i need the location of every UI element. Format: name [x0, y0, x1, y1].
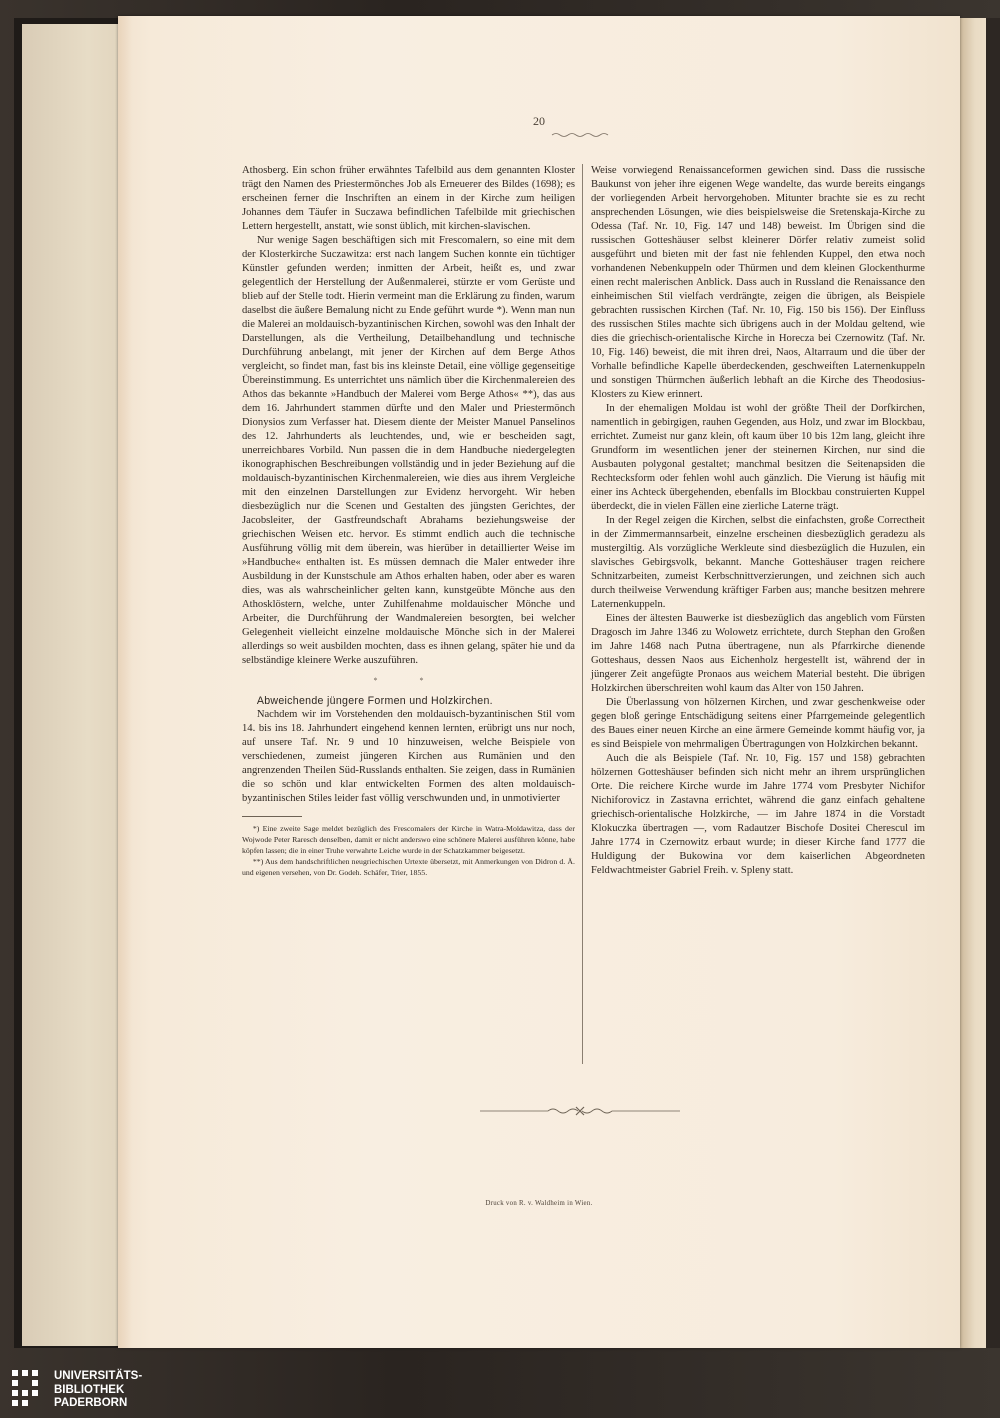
footnote-rule: [242, 816, 302, 817]
paragraph: In der ehemaligen Moldau ist wohl der größte Theil der Dorfkirchen, namentlich in gebirgigen, rauhen Gegenden, aus Holz, und zwar im Blockbau, errichtet. Zumeist nur ganz klein, oft kaum über 10 bis 12m lang, gleicht ihre Grundform im wesentlichen jener der steinernen Kirchen, nur sind die Ausbauten polygonal gestaltet; manchmal besitzen die Seitenapsiden die Rechtecksform oder fehlen wohl auch gänzlich. Die Vierung ist häufig mit einer ins Achteck übergehenden, ebenfalls im Blockbau construierten Kuppel überdeckt, die in vielen Fällen eine zierliche Laterne trägt.: [591, 403, 925, 512]
end-ornament: [480, 1106, 680, 1116]
page-number-ornament: [550, 132, 610, 138]
paragraph: Athosberg. Ein schon früher erwähntes Tafelbild aus dem genannten Kloster trägt den Namen des Priestermönches Job als Erneuerer des Bildes (1698); es erscheinen ferner die Inschriften an einem in der Kirche zum heiligen Johannes dem Täufer in Suczawa befindlichen Tafelbilde mit griechischen Lettern hergestellt, anstatt, wie sonst üblich, mit kirchen-slavischen.: [242, 165, 575, 232]
printer-imprint: Druck von R. v. Waldheim in Wien.: [485, 1200, 593, 1207]
page-number: 20: [533, 114, 545, 128]
footnote: *) Eine zweite Sage meldet bezüglich des Frescomalers der Kirche in Watra-Moldawitza, dass der Wojwode Peter Raresch denselben, damit er nicht anderswo eine schönere Malerei ausführen könne, habe köpfen lassen; die in einer Truhe verwahrte Leiche wurde in der Schatzkammer beigesetzt.: [242, 824, 575, 855]
section-heading: Abweichende jüngere Formen und Holzkirchen.: [256, 695, 493, 707]
paragraph: Nur wenige Sagen beschäftigen sich mit Frescomalern, so eine mit dem der Klosterkirche Suczawitza: erst nach langem Suchen konnte ein tüchtiger Künstler gefunden werden; inmitten der Arbeit, heißt es, und zwar gelegentlich der Herstellung der Außenmalerei, stürzte er vom Gerüste und blieb auf der Stelle todt. Hierin vermeint man die Erklärung zu finden, warum daselbst die äußere Bemalung nicht zu Ende geführt wurde *). Wenn man nun die Malerei an moldauisch-byzantinischen Kirchen, sowohl was den Inhalt der Darstellungen, als die Vertheilung, Detailbehandlung und technische Durchführung anbelangt, mit jener der Kirchen auf dem Berge Athos vergleicht, so findet man, fast bis ins kleinste Detail, eine völlige gegenseitige Übereinstimmung. Es unterrichtet uns nämlich über die Kirchenmalereien des Athos das bekannte »Handbuch der Malerei vom Berge Athos« **), das aus dem 16. Jahrhundert stammen dürfte und den Maler und Priestermönch Dionysios zum Verfasser hat. Diesem diente der Meister Manuel Panselinos des 12. Jahrhunderts als leuchtendes, und, wie er bescheiden sagt, unerreichbares Vorbild. Nun passen die in dem Handbuche niedergelegten ikonographischen Beschreibungen vollständig und in jeder Beziehung auf die moldauisch-byzantinischen Kirchenmalereien, wie dies aus ihrem Vergleiche mit den einzelnen Darstellungen zur Evidenz hervorgeht. Wir heben diesbezüglich nur die Scenen und Gestalten des jüngsten Gerichtes, der Jacobsleiter, der Gastfreundschaft Abrahams beziehungsweise der griechischen Weisen etc. hervor. Es stimmt endlich auch die technische Ausführung völlig mit dem überein, was hierüber in detaillierter Weise im »Handbuche« enthalten ist. Es müssen demnach die Maler entweder ihre Ausbildung in der Kunstschule am Athos erhalten haben, oder aber es waren dies, was als wahrscheinlicher gelten kann, kunstgeübte Mönche aus den Athosklöstern, welche, unter Zuhilfenahme moldauischer Mönche und Arbeiter, die Durchführung der Wandmalereien besorgten, bei welcher Gelegenheit vielleicht einzelne moldauische Mönche sich in der Malerei allerdings so weit ausbilden mochten, dass es ihnen gelang, später hie und da selbständige kleinere Werke auszuführen.: [242, 235, 576, 666]
right-column: [591, 164, 925, 878]
library-stamp: [10, 1368, 210, 1412]
library-name-line: UNIVERSITÄTS-: [54, 1370, 143, 1382]
library-logo-icon: [10, 1368, 48, 1412]
page-gutter: [118, 16, 132, 1348]
paragraph: In der Regel zeigen die Kirchen, selbst die einfachsten, große Correctheit in der Zimmermannsarbeit, einzelne erscheinen diesbezüglich geradezu als mustergiltig. Als vorzügliche Werkleute sind diesbezüglich die Huzulen, ein slavisches Gebirgsvolk, bekannt. Manche Gotteshäuser tragen reichere Schnitzarbeiten, zumeist Kerbschnittverzierungen, und zeichnen sich auch durch theilweise Verwendung kräftiger Farben aus; manche besitzen mehrere Laternenkuppeln.: [591, 515, 925, 610]
section-separator-stars: * *: [373, 676, 444, 685]
paragraph: Weise vorwiegend Renaissanceformen gewichen sind. Dass die russische Baukunst von jeher ihre eigenen Wege wandelte, das wurde bereits eingangs der vorliegenden Arbeit hervorgehoben. Mitunter brachte sie es zu recht ansprechenden Lösungen, wie dies beispielsweise die Sretenskaja-Kirche zu Odessa (Taf. Nr. 10, Fig. 147 und 148) beweist. Im Übrigen sind die russischen Gotteshäuser selbst kleinerer Dörfer relativ zumeist solid ausgeführt und bieten mit der fast nie fehlenden Kuppel, den etwa noch vorhandenen Nebenkuppeln oder Thürmen und dem kleinen Glockenthurme einen recht malerischen Anblick. Dass auch in Russland die Renaissance den einheimischen Stil vielfach verdrängte, zeigen die übrigen, als Beispiele gebrachten russischen Kirchen (Taf. Nr. 10, Fig. 150 bis 156). Der Einfluss des russischen Stiles machte sich übrigens auch in der Moldau geltend, wie dies die griechisch-orientalische Kirche in Horecza bei Czernowitz (Taf. Nr. 10, Fig. 146) beweist, die mit ihren drei, Naos, Altarraum und die über der Vorhalle befindliche Kapelle überdeckenden, geschweiften Laternenkuppeln und sonstigen Thürmchen äußerlich lebhaft an die Kirche des Theodosius-Klosters zu Kiew erinnert.: [591, 165, 925, 400]
library-name: [54, 1370, 142, 1411]
cover-edge: [986, 18, 1000, 1348]
column-divider: [582, 164, 583, 1064]
library-name-line: BIBLIOTHEK: [54, 1383, 125, 1396]
left-column: [242, 164, 575, 878]
paragraph: Die Überlassung von hölzernen Kirchen, und zwar geschenkweise oder gegen bloß geringe Entschädigung seitens einer Pfarrgemeinde gelegentlich des Baues einer neuen Kirche an eine ärmere Gemeinde kommt häufig vor, ja es sind Beispiele von mehrmaligen Übertragungen von Holzkirchen bekannt.: [591, 697, 925, 750]
footnote: **) Aus dem handschriftlichen neugriechischen Urtexte übersetzt, mit Anmerkungen von Didron d. Ä. und eigenen versehen, von Dr. Godeh. Schäfer, Trier, 1855.: [242, 857, 575, 877]
document-page: [118, 16, 960, 1348]
library-name-line: PADERBORN: [54, 1397, 128, 1409]
endpaper: [22, 24, 132, 1346]
paragraph: Auch die als Beispiele (Taf. Nr. 10, Fig. 157 und 158) gebrachten hölzernen Gotteshäuser befinden sich nicht mehr an ihrem ursprünglichen Orte. Die reichere Kirche wurde im Jahre 1774 vom Presbyter Nichifor Nichiforovicz in Zastavna errichtet, während die ganz einfach gehaltene griechisch-orientalische Holzkirche, — im Jahre 1874 in die Vorstadt Klokuczka übertragen —, vom Radautzer Bischofe Dositei Cherescul im Jahre 1774 in Czernowitz erbaut wurde; in dieser Kirche fand 1777 die Huldigung der Bukowina vor dem kaiserlichen Abgeordneten Feldwachtmeister Gabriel Freih. v. Spleny statt.: [591, 753, 925, 876]
paragraph: Nachdem wir im Vorstehenden den moldauisch-byzantinischen Stil vom 14. bis ins 18. Jahrhundert eingehend kennen lernten, erübrigt uns nur noch, auf unsere Taf. Nr. 9 und 10 hinzuweisen, welche Beispiele von verschiedenen, zumeist jüngeren Kirchen aus Rumänien und den angrenzenden Theilen Süd-Russlands enthalten. Sie zeigen, dass in Rumänien die so schön und klar entwickelten Formen des alten moldauisch-byzantinischen Stiles leider fast völlig verschwunden und, in unmotivierter: [242, 709, 575, 804]
paragraph: Eines der ältesten Bauwerke ist diesbezüglich das angeblich vom Fürsten Dragosch im Jahre 1346 zu Wolowetz errichtete, durch Stephan den Großen im Jahre 1468 nach Putna übertragene, nun als Pfarrkirche dienende Gotteshaus, dessen Naos aus Eichenholz hergestellt ist, während der in jüngerer Zeit angefügte Pronaos aus weichem Material besteht. Die übrigen Holzkirchen überschreiten wohl kaum das Alter von 150 Jahren.: [591, 613, 925, 694]
